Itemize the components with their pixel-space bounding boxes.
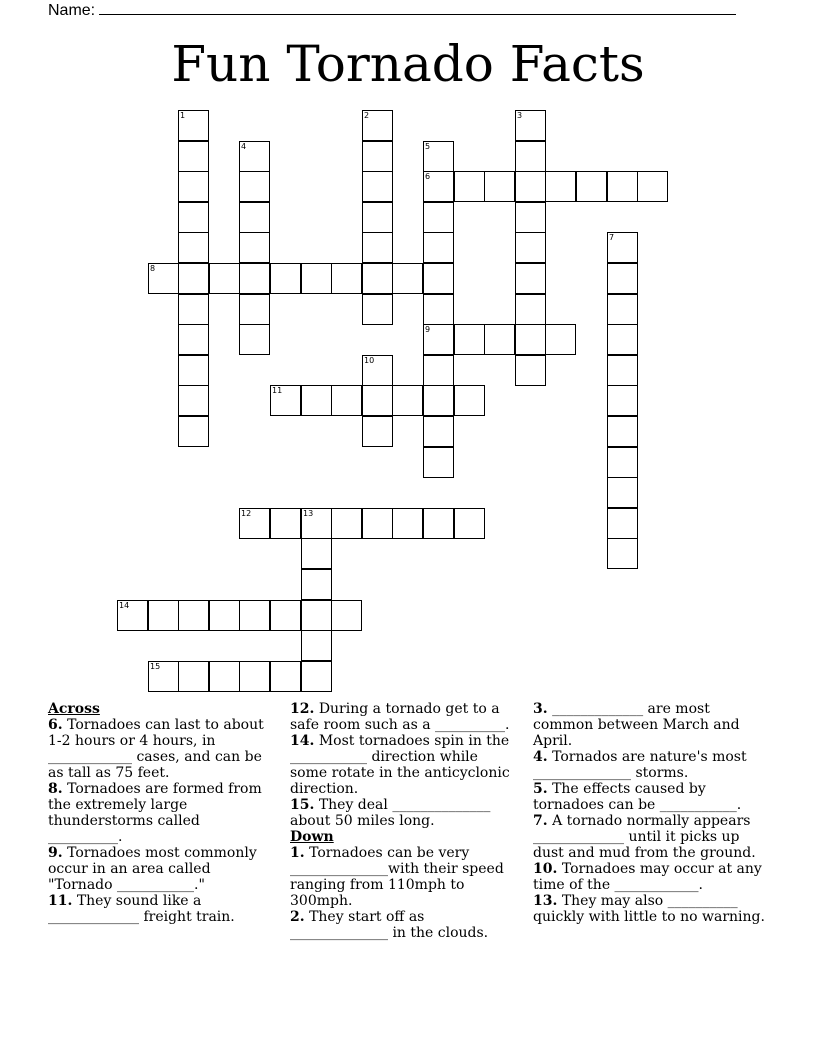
clue-number: 12 (241, 509, 252, 518)
grid-cell[interactable] (148, 661, 179, 692)
grid-cell[interactable] (239, 171, 270, 202)
grid-cell[interactable] (239, 508, 270, 539)
grid-cell[interactable] (148, 263, 179, 294)
grid-cell[interactable] (423, 171, 454, 202)
grid-cell[interactable] (117, 600, 148, 631)
clue-down-7: 7. A tornado normally appears _____________ until it picks up dust and mud from the ground. (533, 813, 756, 861)
grid-cell[interactable] (362, 171, 393, 202)
clues-column-2 (290, 701, 516, 941)
grid-cell[interactable] (362, 385, 393, 416)
grid-cell[interactable] (331, 385, 362, 416)
grid-cell[interactable] (362, 110, 393, 141)
grid-cell[interactable] (270, 263, 301, 294)
clue-across-14: 14. Most tornadoes spin in the ___________ direction while some rotate in the anticyclonic direction. (290, 733, 510, 797)
clue-number: 10 (364, 356, 375, 365)
clue-down-13: 13. They may also __________ quickly with little to no warning. (533, 893, 765, 925)
clue-number: 2 (364, 111, 370, 120)
grid-cell[interactable] (209, 661, 240, 692)
grid-cell[interactable] (515, 324, 546, 355)
grid-cell[interactable] (178, 324, 209, 355)
grid-cell[interactable] (454, 171, 485, 202)
grid-cell[interactable] (270, 661, 301, 692)
grid-cell[interactable] (423, 447, 454, 478)
grid-cell[interactable] (178, 355, 209, 386)
grid-cell[interactable] (607, 294, 638, 325)
down-header: Down (290, 829, 334, 845)
grid-cell[interactable] (607, 324, 638, 355)
grid-cell[interactable] (515, 171, 546, 202)
grid-cell[interactable] (607, 232, 638, 263)
grid-cell[interactable] (607, 416, 638, 447)
grid-cell[interactable] (515, 232, 546, 263)
grid-cell[interactable] (239, 232, 270, 263)
grid-cell[interactable] (301, 569, 332, 600)
grid-cell[interactable] (607, 263, 638, 294)
clue-number: 14 (119, 601, 130, 610)
clue-down-1: 1. Tornadoes can be very ______________with their speed ranging from 110mph to 300mph. (290, 845, 504, 909)
page-title: Fun Tornado Facts (171, 35, 645, 93)
grid-cell[interactable] (392, 508, 423, 539)
grid-cell[interactable] (301, 538, 332, 569)
grid-cell[interactable] (178, 232, 209, 263)
grid-cell[interactable] (239, 661, 270, 692)
grid-cell[interactable] (362, 232, 393, 263)
grid-cell[interactable] (362, 355, 393, 386)
clue-number: 11 (272, 386, 283, 395)
grid-cell[interactable] (270, 508, 301, 539)
clue-number: 4 (241, 142, 247, 151)
grid-cell[interactable] (454, 324, 485, 355)
grid-cell[interactable] (209, 263, 240, 294)
clue-across-6: 6. Tornadoes can last to about 1-2 hours or 4 hours, in ____________ cases, and can be as tall as 75 feet. (48, 717, 264, 781)
grid-cell[interactable] (607, 538, 638, 569)
clue-number: 6 (425, 172, 431, 181)
grid-cell[interactable] (423, 232, 454, 263)
clue-number: 1 (180, 111, 186, 120)
clue-down-2: 2. They start off as ______________ in the clouds. (290, 909, 489, 941)
grid-cell[interactable] (423, 263, 454, 294)
grid-cell[interactable] (484, 324, 515, 355)
grid-cell[interactable] (607, 477, 638, 508)
clues-column-3 (533, 701, 769, 925)
grid-cell[interactable] (301, 263, 332, 294)
grid-cell[interactable] (423, 508, 454, 539)
clues-column-1 (48, 701, 276, 925)
grid-cell[interactable] (423, 385, 454, 416)
grid-cell[interactable] (423, 324, 454, 355)
grid-cell[interactable] (515, 141, 546, 172)
grid-cell[interactable] (301, 630, 332, 661)
grid-cell[interactable] (178, 385, 209, 416)
grid-cell[interactable] (515, 202, 546, 233)
grid-cell[interactable] (331, 508, 362, 539)
grid-cell[interactable] (362, 202, 393, 233)
clue-number: 9 (425, 325, 431, 334)
grid-cell[interactable] (178, 202, 209, 233)
grid-cell[interactable] (209, 600, 240, 631)
grid-cell[interactable] (362, 508, 393, 539)
clue-down-5: 5. The effects caused by tornadoes can be ___________. (533, 781, 742, 813)
grid-cell[interactable] (270, 385, 301, 416)
grid-cell[interactable] (178, 263, 209, 294)
grid-cell[interactable] (545, 324, 576, 355)
grid-cell[interactable] (484, 171, 515, 202)
grid-cell[interactable] (301, 508, 332, 539)
grid-cell[interactable] (423, 294, 454, 325)
grid-cell[interactable] (576, 171, 607, 202)
grid-cell[interactable] (392, 385, 423, 416)
clue-across-12: 12. During a tornado get to a safe room such as a __________. (290, 701, 510, 733)
clue-down-4: 4. Tornados are nature's most ______________ storms. (533, 749, 747, 781)
clue-number: 5 (425, 142, 431, 151)
grid-cell[interactable] (239, 600, 270, 631)
grid-cell[interactable] (515, 263, 546, 294)
grid-cell[interactable] (239, 294, 270, 325)
grid-cell[interactable] (637, 171, 668, 202)
clue-across-11: 11. They sound like a _____________ freight train. (48, 893, 235, 925)
clue-across-8: 8. Tornadoes are formed from the extremely large thunderstorms called __________. (48, 781, 262, 845)
grid-cell[interactable] (270, 600, 301, 631)
grid-cell[interactable] (423, 141, 454, 172)
across-header: Across (48, 701, 100, 717)
grid-cell[interactable] (301, 661, 332, 692)
grid-cell[interactable] (239, 141, 270, 172)
grid-cell[interactable] (239, 202, 270, 233)
clue-number: 8 (150, 264, 156, 273)
clue-down-10: 10. Tornadoes may occur at any time of the ____________. (533, 861, 762, 893)
grid-cell[interactable] (454, 508, 485, 539)
grid-cell[interactable] (392, 263, 423, 294)
grid-cell[interactable] (362, 294, 393, 325)
grid-cell[interactable] (362, 141, 393, 172)
clue-number: 13 (303, 509, 314, 518)
grid-cell[interactable] (423, 355, 454, 386)
grid-cell[interactable] (607, 508, 638, 539)
grid-cell[interactable] (239, 324, 270, 355)
grid-cell[interactable] (178, 141, 209, 172)
grid-cell[interactable] (178, 110, 209, 141)
grid-cell[interactable] (423, 416, 454, 447)
grid-cell[interactable] (331, 600, 362, 631)
grid-cell[interactable] (454, 385, 485, 416)
clue-across-9: 9. Tornadoes most commonly occur in an area called "Tornado ___________." (48, 845, 257, 893)
clue-number: 7 (609, 233, 615, 242)
grid-cell[interactable] (607, 171, 638, 202)
clue-number: 15 (150, 662, 161, 671)
grid-cell[interactable] (178, 171, 209, 202)
grid-cell[interactable] (515, 355, 546, 386)
grid-cell[interactable] (178, 416, 209, 447)
grid-cell[interactable] (301, 600, 332, 631)
grid-cell[interactable] (423, 202, 454, 233)
grid-cell[interactable] (239, 263, 270, 294)
clue-across-15: 15. They deal ______________ about 50 miles long. (290, 797, 491, 829)
grid-cell[interactable] (178, 661, 209, 692)
grid-cell[interactable] (331, 263, 362, 294)
grid-cell[interactable] (301, 385, 332, 416)
grid-cell[interactable] (148, 600, 179, 631)
grid-cell[interactable] (515, 110, 546, 141)
grid-cell[interactable] (178, 600, 209, 631)
clue-down-3: 3. _____________ are most common between March and April. (533, 701, 740, 749)
clue-number: 3 (517, 111, 523, 120)
grid-cell[interactable] (607, 385, 638, 416)
grid-cell[interactable] (362, 263, 393, 294)
grid-cell[interactable] (607, 447, 638, 478)
name-label: Name: (48, 2, 96, 19)
grid-cell[interactable] (545, 171, 576, 202)
grid-cell[interactable] (607, 355, 638, 386)
grid-cell[interactable] (362, 416, 393, 447)
grid-cell[interactable] (515, 294, 546, 325)
grid-cell[interactable] (178, 294, 209, 325)
